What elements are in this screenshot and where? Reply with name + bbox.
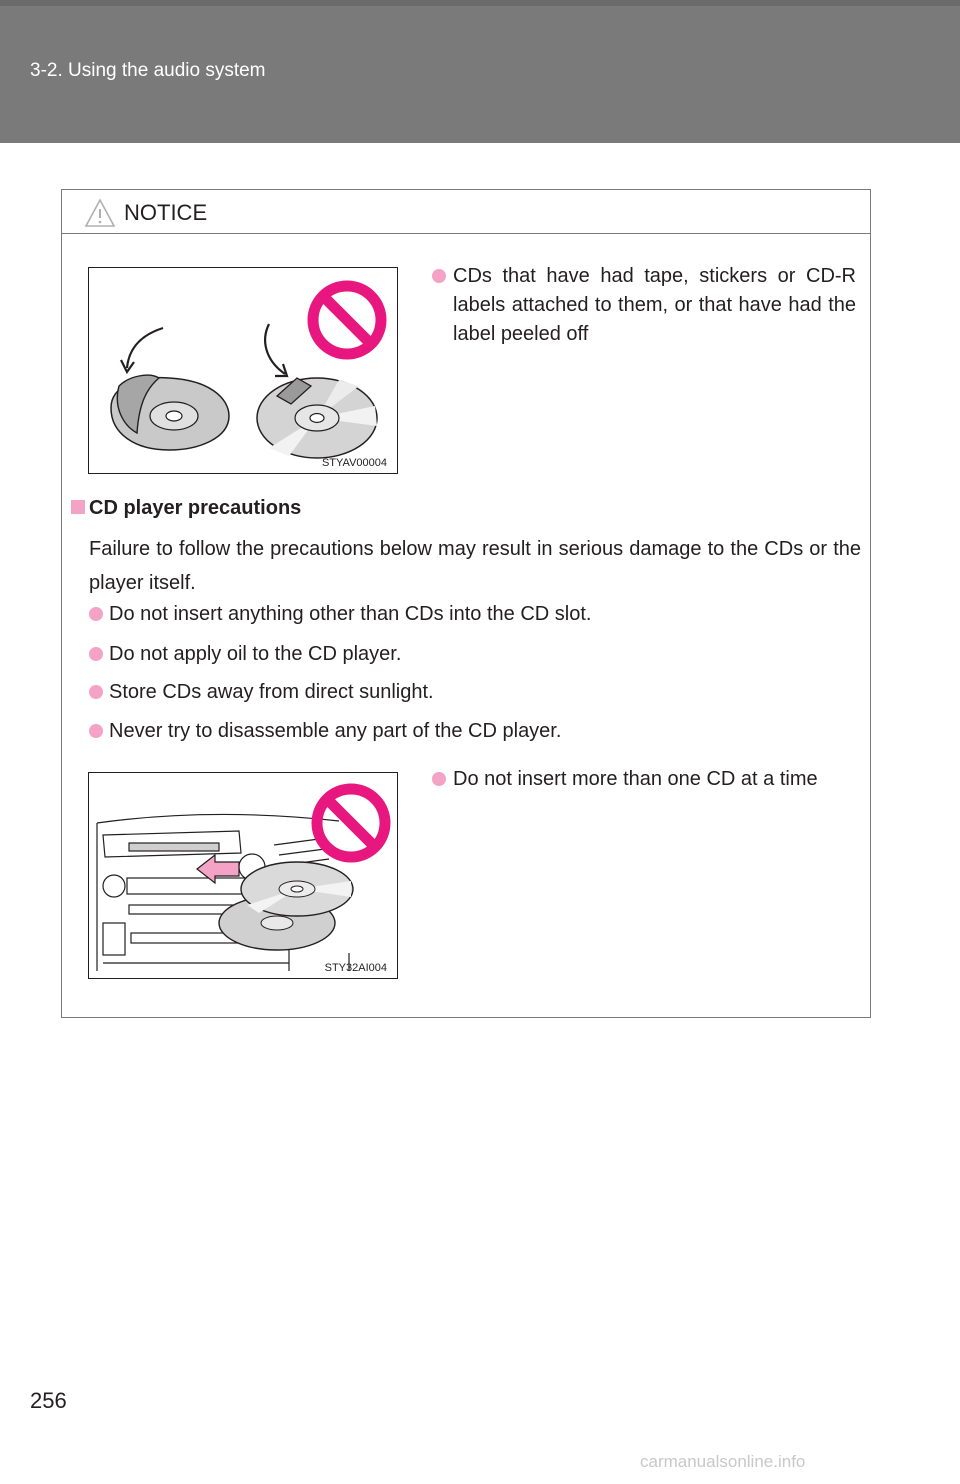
list-item-text: Do not apply oil to the CD player.	[109, 643, 402, 665]
warning-triangle-icon	[84, 198, 116, 228]
list-item	[432, 262, 856, 349]
bullet-dot-icon	[89, 647, 103, 661]
list-item	[89, 678, 434, 706]
list-item	[89, 717, 561, 745]
bullet-dot-icon	[432, 772, 446, 786]
bullet-dot-icon	[89, 724, 103, 738]
cd-illustration	[89, 268, 397, 473]
intro-paragraph: Failure to follow the precautions below may result in serious damage to the CDs or the player itself.	[89, 538, 861, 594]
peeled-cd	[111, 375, 229, 450]
cd-upper	[241, 862, 353, 916]
figure-labeled-cds	[88, 267, 398, 474]
cd-player-illustration	[89, 773, 397, 978]
header-top-strip	[0, 0, 960, 6]
insert-arrow-icon	[197, 855, 239, 883]
figure-code: STY32AI004	[324, 962, 387, 974]
list-item	[432, 765, 856, 794]
figure-multiple-cds	[88, 772, 398, 979]
list-item-text: Never try to disassemble any part of the CD player.	[109, 720, 562, 742]
page-number: 256	[30, 1388, 67, 1413]
square-bullet-icon	[71, 500, 85, 514]
notice-label: NOTICE	[124, 200, 208, 225]
subheading: CD player precautions	[89, 497, 302, 519]
section-title: 3-2. Using the audio system	[30, 60, 266, 81]
bullet-dot-icon	[89, 685, 103, 699]
bullet-dot-icon	[432, 269, 446, 283]
notice-header	[62, 190, 870, 234]
header-band	[0, 0, 960, 143]
list-item	[89, 600, 591, 628]
figure-code: STYAV00004	[321, 457, 387, 469]
bullet-dot-icon	[89, 607, 103, 621]
list-item-text: Do not insert more than one CD at a time	[453, 768, 818, 790]
watermark: carmanualsonline.info	[640, 1452, 806, 1471]
taped-cd	[257, 378, 377, 458]
list-item-text: Do not insert anything other than CDs into the CD slot.	[109, 603, 592, 625]
prohibited-icon	[317, 789, 385, 857]
prohibited-icon	[313, 286, 381, 354]
list-item-text: CDs that have had tape, stickers or CD-R labels attached to them, or that have had the label peeled off	[453, 265, 856, 345]
list-item-text: Store CDs away from direct sunlight.	[109, 681, 434, 703]
list-item	[89, 640, 401, 668]
